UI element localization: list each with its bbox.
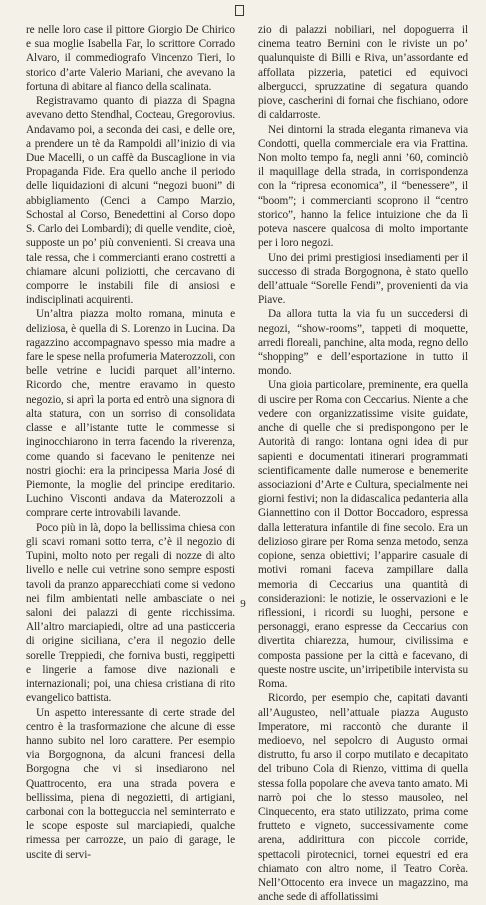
paragraph: Registravamo quanto di piazza di Spagna avevano detto Stendhal, Cocteau, Gregorovius. Andavamo poi, a seconda dei casi, e delle ore, a prendere un tè da Rampoldi all’inizio di via Due Macelli, o un caffè da Buscaglione in via Propaganda Fide. Era quello anche il periodo delle liquidazioni di alcuni “negozi buoni” di abbigliamento (Cenci a Campo Marzio, Schostal al Corso, Benedettini al Corso dopo S. Carlo dei Lombardi); di quelle vendite, cioè, supposte un po’ più convenienti. Si creava una tale ressa, che i commercianti erano costretti a chiamare alcuni poliziotti, che cercavano di comporre le instabili file di ansiosi e indisciplinati acquirenti. xyxy=(26,95,235,307)
paragraph: zio di palazzi nobiliari, nel dopoguerra il cinema teatro Bernini con le riviste un po’ qualunquiste di Billi e Riva, un’assordante ed affollata pizzeria, patetici ed equivoci albergucci, spruzzatine di segatura quando piove, cascherini di fornai che fischiano, odore di caldarroste. xyxy=(258,24,468,122)
paragraph: Ricordo, per esempio che, capitati davanti all’Augusteo, nell’attuale piazza Augusto Imperatore, mi raccontò che durante il medioevo, nel sepolcro di Augusto ormai distrutto, fu arso il corpo mutilato e decapitato del tribuno Cola di Rienzo, vittima di quella stessa folla popolare che aveva tanto amato. Mi narrò poi che lo stesso mausoleo, nel Cinquecento, era stato utilizzato, prima come frutteto e vigneto, successivamente come arena, addirittura con piccole corride, spettacoli pirotecnici, tornei equestri ed era chiamato con altro nome, il Teatro Corèa. Nell’Ottocento era invece un magazzino, ma anche sede di affollatissimi xyxy=(258,692,468,904)
right-column xyxy=(258,23,468,905)
left-column xyxy=(26,23,235,862)
page-number: 9 xyxy=(240,598,246,610)
paragraph: Un’altra piazza molto romana, minuta e deliziosa, è quella di S. Lorenzo in Lucina. Da ragazzino accompagnavo spesso mia madre a fare le spese nella profumeria Materozzoli, con belle vetrine e lucidi parquet all’interno. Ricordo che, mentre eravamo in questo negozio, si aprì la porta ed entrò una signora di alta statura, con un sorriso di consolidata classe e all’istante tutte le commesse si inginocchiarono in terra facendo la riverenza, come quando si facevano le penitenze nei nostri giochi: era la principessa Maria José di Piemonte, la moglie del principe ereditario. Luchino Visconti andava da Materozzoli a comprare certe introvabili lavande. xyxy=(26,308,235,520)
paragraph: re nelle loro case il pittore Giorgio De Chirico e sua moglie Isabella Far, lo scrittore Corrado Alvaro, il commediografo Vincenzo Tieri, lo storico d’arte Valerio Mariani, che avevano la fortuna di abitare al fianco della scalinata. xyxy=(26,24,235,93)
paragraph: Da allora tutta la via fu un succedersi di negozi, “show-rooms”, tappeti di moquette, arredi floreali, panchine, alta moda, regno dello “shopping” e dell’esportazione in tutto il mondo. xyxy=(258,308,468,378)
paragraph: Un aspetto interessante di certe strade del centro è la trasformazione che alcune di esse hanno subito nel loro carattere. Per esempio via Borgognona, da alcuni francesi della Borgogna che vi si insediarono nel Quattrocento, era una strada povera e bellissima, piena di negozietti, di artigiani, carbonai con la botteguccia nel seminterrato e le scope esposte sul marciapiedi, qualche rimessa per carrozze, un paio di garage, le uscite di servi- xyxy=(26,706,235,861)
page-marker-box xyxy=(235,5,244,16)
paragraph: Nei dintorni la strada eleganta rimaneva via Condotti, quella commerciale era via Frattina. Non molto tempo fa, negli anni ’60, cominciò il maquillage della strada, in corrispondenza con la “ripresa economica”, il “benessere”, il “boom”; i commercianti scoprono il “centro storico”, hanno la felice intuizione che da lì poteva nascere qualcosa di molto importante per i loro negozi. xyxy=(258,123,468,250)
paragraph: Poco più in là, dopo la bellissima chiesa con gli scavi romani sotto terra, c’è il negozio di Tupini, molto noto per regali di nozze di alto livello e nelle cui vetrine sono sempre esposti tavoli da pranzo apparecchiati come si vedono nei film ambientati nelle ambasciate o nei saloni dei palazzi di gente ricchissima. All’altro marciapiedi, oltre ad una pasticceria di origine siciliana, c’era il negozio delle sorelle Treppiedi, che forniva busti, reggipetti e lingerie a famose dive nazionali e internazionali; poi, una chiesa cristiana di rito evangelico battista. xyxy=(26,521,235,705)
paragraph: Una gioia particolare, preminente, era quella di uscire per Roma con Ceccarius. Niente a che vedere con organizzatissime visite guidate, anche di quelle che si predispongono per le Autorità di rango: lontana ogni idea di pur sapienti e documentati itinerari programmati scientificamente dalle numerose e benemerite associazioni d’Arte e Cultura, specialmente nei giorni festivi; non la didascalica pedanteria alla Giannettino con il Dottor Boccadoro, espressa dalla letteratura infantile di fine secolo. Era un delizioso girare per Roma senza metodo, senza copione, senza obiettivi; l’apparire casuale di motivi romani faceva zampillare dalla memoria di Ceccarius una quantità di considerazioni: le notizie, le osservazioni e le riflessioni, i ricordi su luoghi, persone e personaggi, erano espresse da Ceccarius con divertita chiarezza, humour, civilissima e composta passione per la città e facevano, di queste nostre uscite, un’irripetibile intervista su Roma. xyxy=(258,379,468,691)
paragraph: Uno dei primi prestigiosi insediamenti per il successo di strada Borgognona, è stato quello dell’attuale “Sorelle Fendi”, provenienti da via Piave. xyxy=(258,251,468,307)
